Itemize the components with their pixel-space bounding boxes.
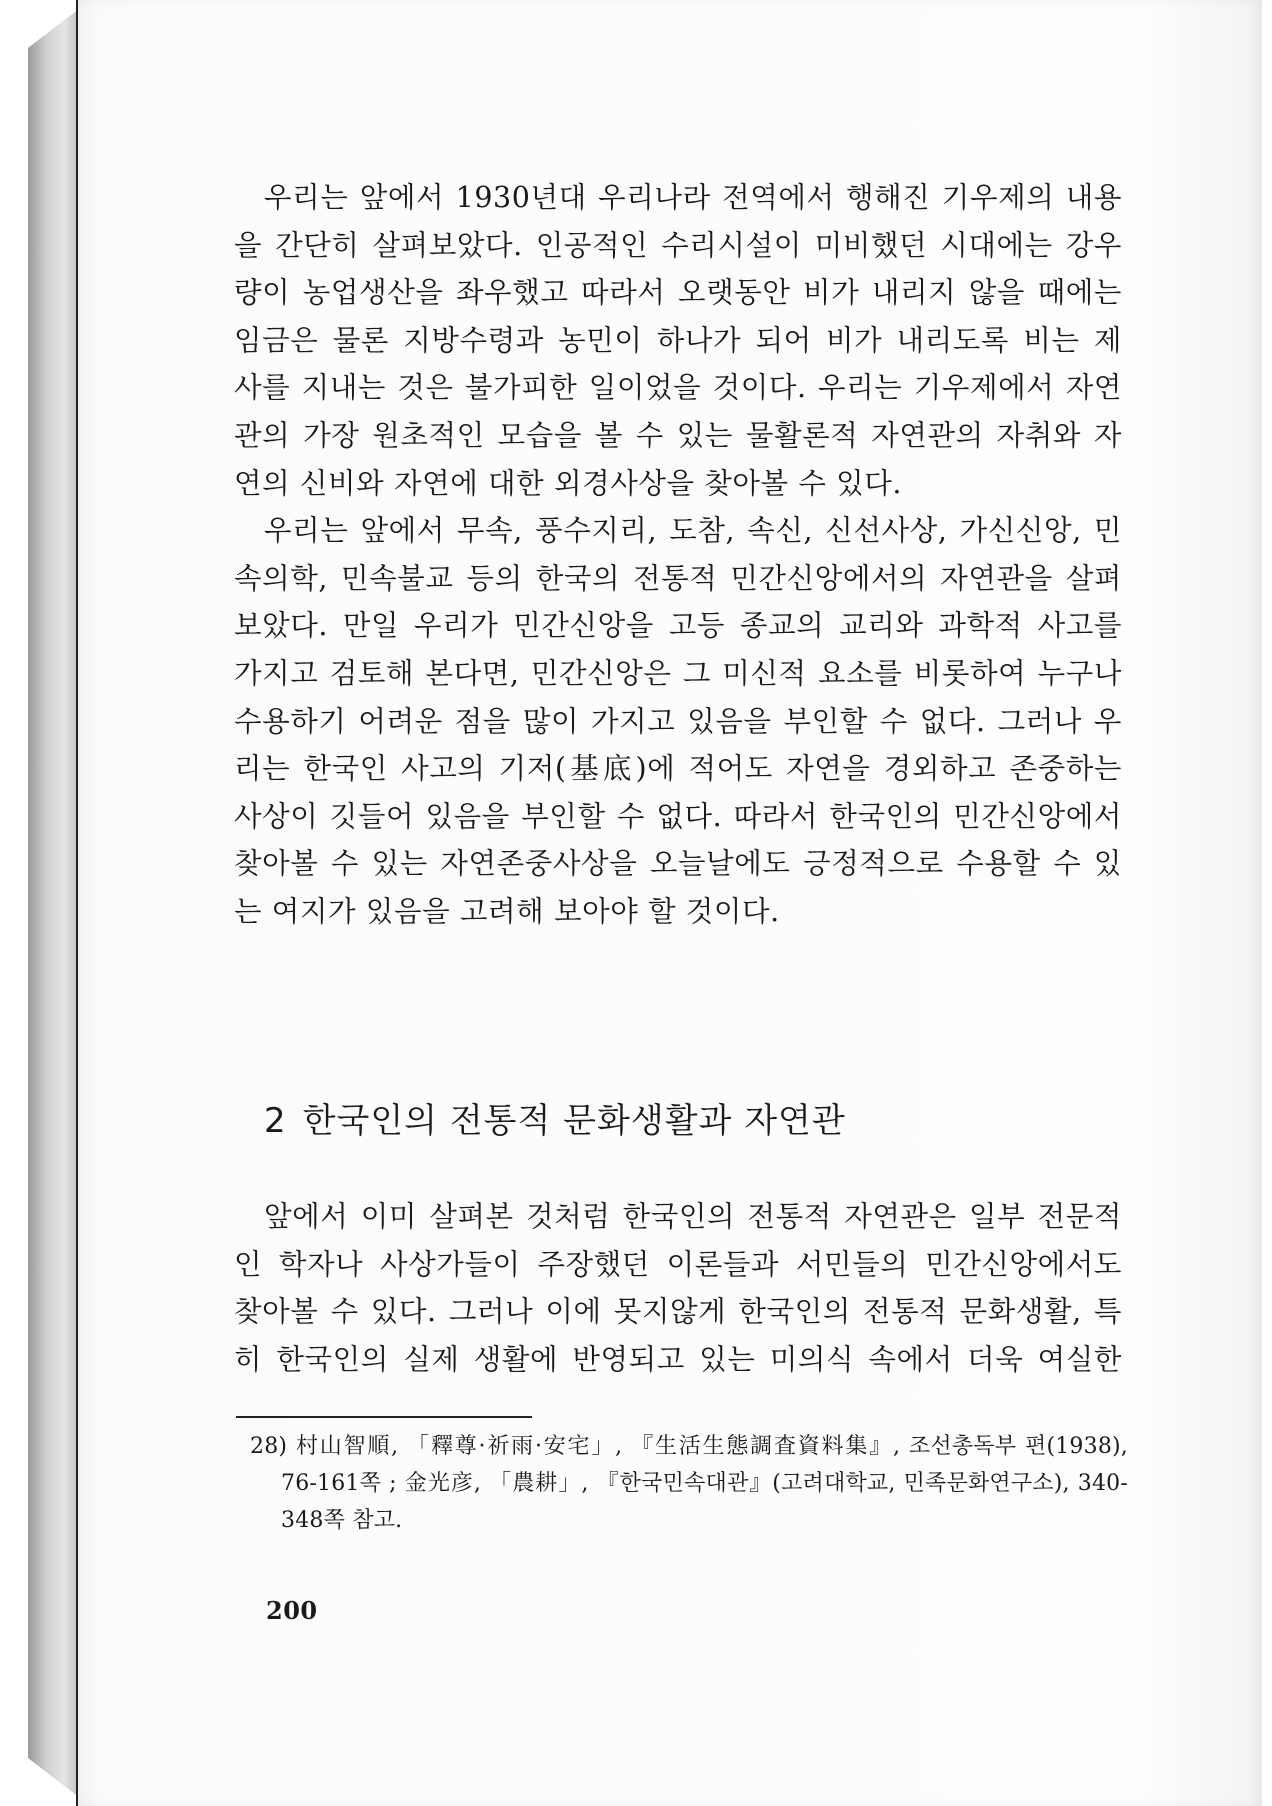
text-line: 찾아볼 수 있는 자연존중사상을 오늘날에도 긍정적으로 수용할 수 있 [234, 847, 1122, 881]
text-line: 찾아볼 수 있다. 그러나 이에 못지않게 한국인의 전통적 문화생활, 특 [234, 1295, 1122, 1329]
section-number: 2 [264, 1101, 287, 1141]
text-line: 우리는 앞에서 무속, 풍수지리, 도참, 속신, 신선사상, 가신신앙, 민 [264, 514, 1122, 548]
text-line: 는 여지가 있음을 고려해 보아야 할 것이다. [234, 894, 780, 928]
footnote [250, 1428, 1128, 1539]
text-line: 앞에서 이미 살펴본 것처럼 한국인의 전통적 자연관은 일부 전문적 [264, 1200, 1122, 1233]
section-title: 한국인의 전통적 문화생활과 자연관 [302, 1101, 846, 1141]
footnote-divider [236, 1416, 532, 1418]
footnote-line: 76-161쪽 ; 金光彦, 「農耕」, 『한국민속대관』(고려대학교, 민족문화연구소), 340- [281, 1471, 1128, 1496]
text-line: 을 간단히 살펴보았다. 인공적인 수리시설이 미비했던 시대에는 강우 [234, 228, 1122, 262]
footnote-line: 348쪽 참고. [281, 1508, 403, 1533]
footnote-line: 28) 村山智順, 「釋尊·祈雨·安宅」, 『生活生態調査資料集』, 조선총독부 편(1938), [250, 1434, 1128, 1459]
page-number: 200 [266, 1596, 318, 1625]
text-line: 량이 농업생산을 좌우했고 따라서 오랫동안 비가 내리지 않을 때에는 [234, 276, 1122, 310]
text-line: 가지고 검토해 본다면, 민간신앙은 그 미신적 요소를 비롯하여 누구나 [234, 656, 1122, 690]
paragraph-1 [234, 174, 1122, 507]
text-line: 임금은 물론 지방수령과 농민이 하나가 되어 비가 내리도록 비는 제 [234, 323, 1122, 357]
body-text [234, 174, 1122, 936]
text-line: 속의학, 민속불교 등의 한국의 전통적 민간신앙에서의 자연관을 살펴 [234, 561, 1122, 595]
text-line: 우리는 앞에서 1930년대 우리나라 전역에서 행해진 기우제의 내용 [264, 181, 1122, 214]
text-line: 사상이 깃들어 있음을 부인할 수 없다. 따라서 한국인의 민간신앙에서 [234, 799, 1122, 833]
paragraph-3 [234, 1193, 1122, 1383]
text-line: 히 한국인의 실제 생활에 반영되고 있는 미의식 속에서 더욱 여실한 [234, 1342, 1122, 1376]
text-line: 수용하기 어려운 점을 많이 가지고 있음을 부인할 수 없다. 그러나 우 [234, 704, 1122, 738]
text-line: 사를 지내는 것은 불가피한 일이었을 것이다. 우리는 기우제에서 자연 [234, 371, 1122, 405]
text-line: 인 학자나 사상가들이 주장했던 이론들과 서민들의 민간신앙에서도 [234, 1247, 1122, 1281]
text-line: 리는 한국인 사고의 기저(基底)에 적어도 자연을 경외하고 존중하는 [234, 752, 1122, 786]
book-spine-edge [28, 8, 80, 1798]
text-line: 연의 신비와 자연에 대한 외경사상을 찾아볼 수 있다. [234, 466, 903, 500]
text-line: 관의 가장 원초적인 모습을 볼 수 있는 물활론적 자연관의 자취와 자 [234, 418, 1122, 452]
paragraph-2 [234, 507, 1122, 935]
text-line: 보았다. 만일 우리가 민간신앙을 고등 종교의 교리와 과학적 사고를 [234, 609, 1122, 643]
section-heading [264, 1093, 846, 1142]
